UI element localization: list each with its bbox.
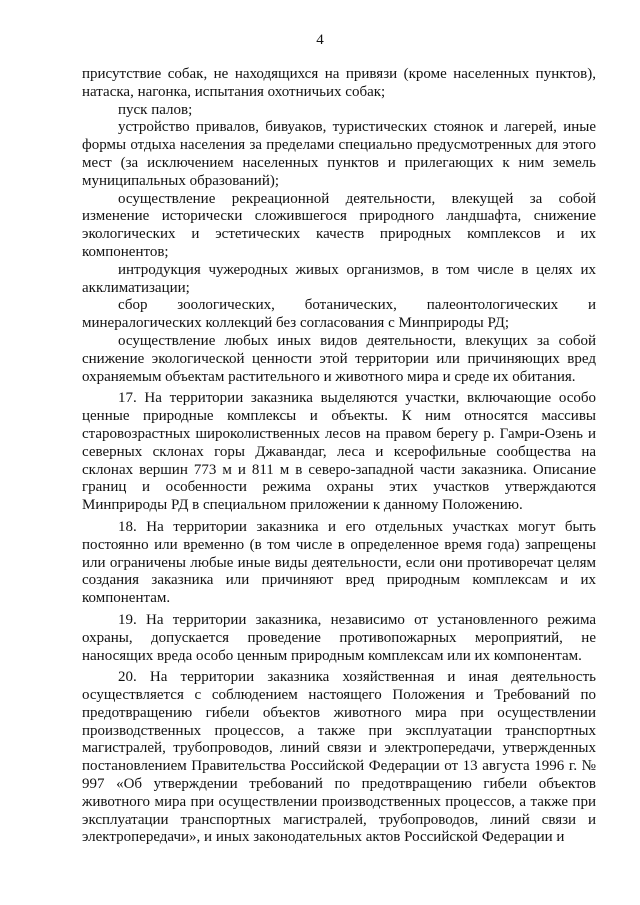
paragraph-collections: сбор зоологических, ботанических, палеонтологических и минералогических коллекций без согласования с Минприроды РД;: [82, 297, 596, 332]
paragraph-fires: пуск палов;: [118, 101, 193, 118]
paragraph-introduction: интродукция чужеродных живых организмов, в том числе в целях их акклиматизации;: [82, 261, 596, 296]
paragraph-18: 18. На территории заказника и его отдельных участках могут быть постоянно или временно (в том числе в определенное время года) запрещены или ограничены любые иные виды деятельности, если они противоречат целям создания заказника или причиняют вред природным комплексам и их компонентам.: [82, 518, 596, 607]
page-number: 4: [316, 32, 324, 48]
paragraph-dogs: присутствие собак, не находящихся на привязи (кроме населенных пунктов), натаска, нагонка, испытания охотничьих собак;: [82, 66, 596, 100]
paragraph-recreation: осуществление рекреационной деятельности, влекущей за собой изменение исторически сложившегося природного ландшафта, снижение экологических и эстетических качеств природных комплексов и их компонентов;: [82, 190, 596, 260]
paragraph-20: 20. На территории заказника хозяйственная и иная деятельность осуществляется с соблюдением настоящего Положения и Требований по предотвращению гибели объектов животного мира при осуществлении производственных процессов, а также при эксплуатации транспортных магистралей, трубопроводов, линий связи и электропередачи, утвержденных постановлением Правительства Российской Федерации от 13 августа 1996 г. № 997 «Об утверждении требований по предотвращению гибели объектов животного мира при осуществлении производственных процессов, а также при эксплуатации транспортных магистралей, трубопроводов, линий связи и электропередачи», и иных законодательных актов Российской Федерации и: [82, 669, 596, 846]
document-body: [82, 66, 596, 847]
paragraph-17: 17. На территории заказника выделяются участки, включающие особо ценные природные комплексы и объекты. К ним относятся массивы старовозрастных широколиственных лесов на правом берегу р. Гамри-Озень и северных склонах горы Джавандаг, леса и ксерофильные сообщества на склонах вершин 773 м и 811 м в северо-западной части заказника. Описание границ и особенности режима охраны этих участков утверждаются Минприроды РД в специальном приложении к данному Положению.: [82, 390, 596, 514]
paragraph-19: 19. На территории заказника, независимо от установленного режима охраны, допускается проведение противопожарных мероприятий, не наносящих вреда особо ценным природным комплексам или их компонентам.: [82, 611, 596, 664]
paragraph-other-activities: осуществление любых иных видов деятельности, влекущих за собой снижение экологической ценности этой территории или причиняющих вред охраняемым объектам растительного и животного мира и среде их обитания.: [82, 332, 596, 385]
paragraph-camps: устройство привалов, бивуаков, туристических стоянок и лагерей, иные формы отдыха населения за пределами специально предусмотренных для этого мест (за исключением населенных пунктов и прилегающих к ним земель муниципальных образований);: [82, 119, 596, 189]
